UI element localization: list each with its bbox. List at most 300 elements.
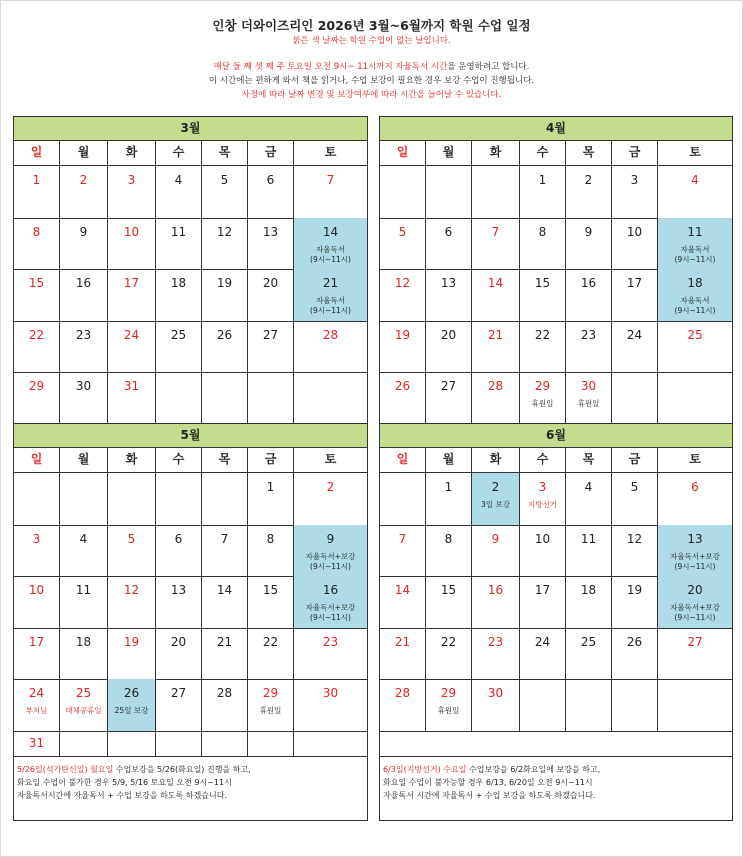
day-cell [520,576,566,628]
week-row [14,628,367,681]
day-number: 25 [687,327,703,342]
day-number: 10 [626,224,643,239]
empty-day-cell [156,473,202,525]
day-number: 2 [584,173,593,187]
day-cell [156,166,202,218]
day-cell [426,321,472,373]
day-number: 24 [626,327,643,342]
footnote-line-3: 자율독서시간에 자율독서 + 수업 보강을 하도록 하겠습니다. [17,790,227,800]
day-number: 30 [580,379,597,393]
day-number: 25 [170,327,187,342]
day-cell [248,473,294,525]
weekday-label: 수 [520,140,566,165]
day-cell [108,218,156,270]
notice-line-1-pre: 매달 둘 째 셋 째 주 토요일 오전 9시~ 11시까지 [213,62,396,72]
day-cell [612,321,658,373]
day-cell [426,269,472,321]
day-cell [426,372,472,424]
weekday-label: 월 [426,140,472,165]
footnote-highlight: 6/3일(지방선거) 수요일 [383,764,467,774]
day-cell [156,679,202,731]
notice-line-2: 이 시간에는 편하게 와서 책을 읽거나, 수업 보강이 필요한 경우 보강 수업이 진행됩니다. [208,76,535,86]
weekday-label: 일 [14,140,60,165]
page-subtitle: 붉은 색 날짜는 학원 수업이 없는 날입니다. [292,36,451,46]
footnote [380,763,732,802]
day-cell [426,218,472,270]
day-cell [658,269,732,321]
day-cell [60,679,108,731]
footnote-line-2: 화요일 수업이 불가한 경우 5/9, 5/16 토요일 오전 9시~11시 [17,777,232,787]
day-number: 3 [630,173,639,187]
week-row [14,372,367,424]
day-number: 27 [262,327,279,342]
weekday-header [380,140,732,166]
day-number: 12 [394,276,411,290]
day-cell [202,525,248,577]
day-number: 29 [440,686,457,700]
day-cell [294,473,367,525]
day-cell [14,679,60,731]
day-number: 20 [262,276,279,290]
day-cell [380,525,426,577]
weekday-label: 목 [202,447,248,472]
day-note: 자율독서+보강 [670,603,720,612]
day-cell [14,166,60,218]
day-cell [520,269,566,321]
day-cell [566,372,612,424]
empty-day-cell [294,731,367,756]
week-row [14,269,367,322]
day-cell [566,628,612,680]
month-title: 3월 [14,117,367,141]
day-number: 16 [75,276,92,290]
day-cell [612,525,658,577]
calendar-march [13,116,368,424]
weekday-label: 토 [324,145,337,159]
day-number: 27 [687,634,703,649]
day-number: 7 [220,531,229,546]
week-row [380,628,732,681]
day-number: 12 [123,583,140,597]
day-cell [612,576,658,628]
day-number: 13 [440,276,457,290]
day-cell [294,628,367,680]
day-cell [658,166,732,218]
week-row [14,525,367,578]
day-number: 9 [491,531,500,546]
weekday-label: 금 [612,447,658,472]
day-cell [566,473,612,525]
empty-day-cell [60,731,108,756]
day-cell [14,525,60,577]
day-cell [202,321,248,373]
day-number: 10 [28,583,45,597]
day-number: 30 [322,686,339,700]
calendar-april [379,116,733,424]
weekday-label: 월 [60,140,108,165]
day-cell [14,321,60,373]
day-note-time: (9시~11시) [674,613,716,622]
day-number: 24 [123,327,140,342]
day-cell [520,473,566,525]
week-row [380,218,732,271]
day-number: 29 [28,379,45,393]
day-number: 8 [266,531,275,546]
day-note: 25일 보강 [114,706,149,715]
day-cell [380,679,426,731]
day-cell [658,218,732,270]
day-note: 자율독서+보강 [305,551,356,561]
day-number: 22 [440,634,457,649]
notice-line-1 [0,60,743,72]
day-cell [248,166,294,218]
day-note: 3일 보강 [481,500,510,509]
day-cell [108,269,156,321]
day-number: 16 [322,583,339,597]
empty-day-cell [612,679,658,731]
day-cell [14,372,60,424]
day-note: 자율독서 [680,244,710,254]
day-number: 6 [691,480,699,494]
week-row [14,473,367,526]
notice-line-3: 사정에 따라 날짜 변경 및 보강여부에 따라 시간을 늘어날 수 있습니다. [241,90,502,100]
day-number: 15 [534,276,551,290]
day-cell [294,269,367,321]
day-note: 자율독서 [316,296,345,305]
day-number: 23 [487,634,504,649]
day-number: 16 [487,583,504,597]
empty-day-cell [380,166,426,218]
day-number: 19 [626,583,643,597]
day-cell [14,269,60,321]
day-cell [248,525,294,577]
day-cell [248,679,294,731]
day-cell [60,576,108,628]
day-number: 11 [170,224,187,239]
day-number: 30 [487,686,504,700]
day-cell [612,628,658,680]
day-cell [472,321,520,373]
day-cell [612,473,658,525]
footnote-highlight: 5/26일(석가탄신일) 월요일 [17,764,114,774]
day-cell [248,576,294,628]
day-note-time: (9시~11시) [674,306,716,315]
calendar-june [379,423,733,821]
day-note: 자율독서+보강 [305,603,356,612]
footnote-line-1 [17,763,367,776]
day-note: 지방선거 [528,500,557,509]
day-number: 18 [170,276,187,290]
day-number: 13 [687,531,703,546]
day-number: 28 [216,686,233,700]
empty-day-cell [658,372,732,424]
day-number: 14 [487,276,504,290]
day-number: 4 [174,173,183,187]
day-cell [60,218,108,270]
empty-day-cell [156,731,202,756]
empty-day-cell [658,679,732,731]
day-number: 14 [394,583,411,597]
weekday-label: 수 [156,140,202,165]
day-cell [202,269,248,321]
day-number: 23 [580,327,597,342]
day-number: 1 [444,480,453,494]
day-cell [472,473,520,525]
day-number: 5 [398,224,407,239]
day-number: 27 [170,686,187,700]
day-note: 대체공휴일 [65,706,102,715]
day-number: 20 [440,327,457,342]
day-note-time: (9시~11시) [310,561,351,571]
day-cell [658,628,732,680]
day-number: 28 [322,327,339,342]
day-cell [380,321,426,373]
day-number: 10 [534,531,551,546]
day-number: 21 [216,634,233,649]
day-cell [426,473,472,525]
day-cell [380,218,426,270]
day-cell [520,166,566,218]
day-cell [202,218,248,270]
day-number: 7 [398,531,407,546]
day-note-time: (9시~11시) [674,254,716,264]
day-number: 4 [584,480,593,494]
day-number: 19 [394,327,411,342]
month-title: 6월 [380,424,732,448]
day-number: 8 [32,224,41,239]
week-row [14,166,367,219]
day-note: 자율독서+보강 [670,551,720,561]
day-cell [520,321,566,373]
empty-day-cell [294,372,367,424]
day-cell [202,576,248,628]
day-cell [156,525,202,577]
day-number: 14 [216,583,233,597]
empty-day-cell [202,473,248,525]
weekday-label: 금 [612,140,658,165]
day-note: 부처님 [25,706,48,715]
day-cell [294,679,367,731]
weekday-label: 금 [248,140,294,165]
day-cell [108,628,156,680]
empty-day-cell [472,166,520,218]
weekday-header [14,140,367,166]
day-number: 19 [216,276,233,290]
footnote-text: 수업보강을 5/26(화요일) 진행을 하고, [113,764,251,774]
footnote-line-3: 자율독서 시간에 자율독서 + 수업 보강을 하도록 하겠습니다. [383,790,596,800]
empty-day-cell [520,679,566,731]
empty-day-cell [202,731,248,756]
empty-day-cell [108,473,156,525]
week-row [380,372,732,424]
day-cell [156,321,202,373]
empty-day-cell [202,372,248,424]
day-number: 24 [534,634,551,649]
day-cell [60,525,108,577]
day-cell [566,321,612,373]
day-number: 4 [79,531,88,546]
empty-day-cell [14,473,60,525]
day-number: 23 [322,634,339,649]
notice-line-1-post: 을 운영하려고 합니다. [447,62,530,72]
week-row [14,218,367,271]
page-title: 인창 더와이즈리인 2026년 3월~6월까지 학원 수업 일정 [212,18,531,33]
day-number: 26 [626,634,643,649]
day-cell [14,628,60,680]
day-number: 25 [580,634,597,649]
day-cell [294,166,367,218]
day-number: 17 [534,583,551,597]
weekday-header [14,447,367,473]
day-number: 26 [216,327,233,342]
day-cell [108,576,156,628]
weekday-label: 토 [689,145,701,159]
week-row [14,321,367,374]
day-number: 16 [580,276,597,290]
day-cell [202,166,248,218]
day-cell [380,576,426,628]
day-cell [566,576,612,628]
footnote [14,763,367,802]
day-cell [658,525,732,577]
day-cell [566,525,612,577]
day-cell [426,525,472,577]
day-number: 15 [28,276,45,290]
day-number: 3 [538,480,547,494]
day-number: 30 [75,379,92,393]
weekday-label: 목 [566,447,612,472]
day-note: 휴원일 [531,399,554,408]
weekday-label: 수 [520,447,566,472]
empty-day-cell [248,731,294,756]
empty-day-cell [380,473,426,525]
day-number: 3 [127,173,136,187]
day-number: 4 [691,173,699,187]
day-note: 자율독서 [316,244,345,254]
day-number: 12 [626,531,643,546]
day-cell [472,628,520,680]
day-number: 18 [687,276,703,290]
day-cell [380,269,426,321]
day-number: 11 [580,531,597,546]
day-number: 14 [322,224,339,239]
day-number: 19 [123,634,140,649]
day-number: 11 [687,224,703,239]
day-cell [566,269,612,321]
day-cell [472,269,520,321]
day-number: 10 [123,224,140,239]
day-cell [156,269,202,321]
day-cell [202,679,248,731]
day-number: 13 [262,224,279,239]
day-number: 22 [534,327,551,342]
week-row [14,679,367,732]
day-number: 18 [580,583,597,597]
day-cell [60,372,108,424]
day-number: 29 [262,686,279,700]
day-number: 1 [32,173,41,187]
footnote-line-2: 화요일 수업이 불가능할 경우 6/13, 6/20일 오전 9시~11시 [383,777,593,787]
weekday-label: 월 [60,447,108,472]
weekday-label: 일 [14,447,60,472]
day-number: 6 [266,173,275,187]
empty-day-cell [156,372,202,424]
empty-day-cell [426,166,472,218]
day-cell [156,628,202,680]
weekday-label: 화 [472,447,520,472]
day-number: 15 [440,583,457,597]
day-cell [108,166,156,218]
empty-day-cell [612,372,658,424]
day-cell [156,218,202,270]
day-cell [108,372,156,424]
day-cell [472,679,520,731]
weekday-label: 목 [202,140,248,165]
day-cell [294,576,367,628]
day-cell [566,218,612,270]
week-row [380,679,732,732]
day-number: 15 [262,583,279,597]
day-number: 28 [487,379,504,393]
day-cell [60,269,108,321]
day-cell [248,269,294,321]
day-note: 휴원일 [437,706,460,715]
day-number: 2 [491,480,500,494]
day-number: 27 [440,379,457,393]
day-number: 28 [394,686,411,700]
day-cell [612,269,658,321]
day-number: 6 [444,224,453,239]
day-cell [380,372,426,424]
day-cell [658,576,732,628]
day-cell [14,218,60,270]
day-number: 13 [170,583,187,597]
day-note: 자율독서 [680,296,710,305]
week-row [380,473,732,526]
day-cell [426,679,472,731]
day-cell [294,218,367,270]
day-cell [472,218,520,270]
day-number: 25 [75,686,92,700]
day-note-time: (9시~11시) [310,613,351,622]
day-number: 3 [32,531,41,546]
day-note: 휴원일 [577,399,600,408]
day-number: 5 [127,531,136,546]
day-number: 26 [123,686,140,700]
day-number: 22 [262,634,279,649]
day-number: 1 [266,480,275,494]
day-cell [294,321,367,373]
day-cell [108,525,156,577]
day-number: 12 [216,224,233,239]
day-cell [472,372,520,424]
day-number: 23 [75,327,92,342]
week-row [14,576,367,629]
day-number: 17 [123,276,140,290]
weekday-label: 화 [472,140,520,165]
day-cell [294,525,367,577]
day-number: 2 [79,173,88,187]
week-row [380,166,732,219]
week-row [380,269,732,322]
week-row [14,731,367,757]
day-number: 17 [28,634,45,649]
week-row [380,576,732,629]
day-number: 7 [491,224,500,239]
day-cell [108,321,156,373]
day-number: 8 [444,531,453,546]
empty-day-cell [566,679,612,731]
